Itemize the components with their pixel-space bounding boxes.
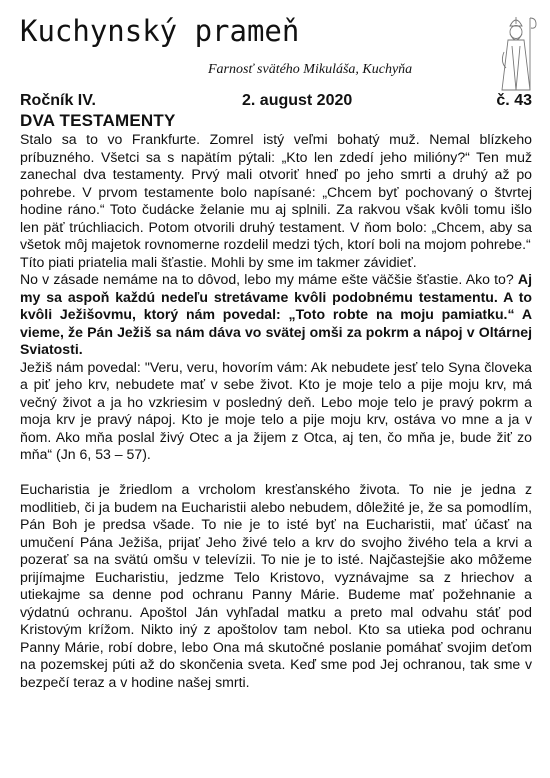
paragraph-testament [20, 271, 532, 359]
paragraph-story: Stalo sa to vo Frankfurte. Zomrel istý veľmi bohatý muž. Nemal blízkeho príbuzného. Všetci sa s napätím pýtali: „Kto len zdedí jeho milióny?“ Ten muž zanechal dva testamenty. Prvý mali otvoriť hneď po jeho smrti a druhý až po pohrebe. V prvom testamente bolo napísané: „Chcem byť pochovaný o štvrtej hodine ráno.“ Toto čudácke želanie mu aj splnili. Za rakvou však kvôli tomu išlo len päť trúchliacich. Potom otvorili druhý testament. V ňom bolo: „Chcem, aby sa všetok môj majetok rovnomerne rozdelil medzi tých, ktorí boli na mojom pohrebe.“ [20, 131, 532, 252]
article-heading: DVA TESTAMENTY [20, 111, 176, 130]
volume-label: Ročník IV. [20, 92, 96, 109]
paragraph-gap [20, 464, 532, 482]
article-body [20, 131, 532, 691]
issue-info-bar [20, 92, 532, 112]
newsletter-title: Kuchynský prameň [20, 14, 300, 48]
issue-date: 2. august 2020 [242, 92, 353, 109]
paragraph-testament-intro: No v zásade nemáme na to dôvod, lebo my máme ešte väčšie šťastie. Ako to? [20, 271, 518, 287]
masthead [20, 14, 520, 84]
paragraph-eucharist: Eucharistia je žriedlom a vrcholom kresťanského života. To nie je jedna z modlitieb, či ja budem na Eucharistii alebo nebudem, dôležité je, že sa pomodlím, Pán Boh je predsa všade. To nie je to isté byť na Eucharistii, mať účasť na umučení Pána Ježiša, prijať Jeho živé telo a krv do svojho živého tela a krvi a pozerať sa na svätú omšu v televízii. To nie je to isté. Najčastejšie ako môžeme prijímajme Eucharistiu, jedzme Telo Kristovo, vyznávajme sa z hriechov a utiekajme sa denne pod ochranu Panny Márie. Budeme mať požehnanie a výdatnú ochranu. Apoštol Ján vyhľadal matku a preto mal odvahu stáť pod Kristovým krížom. Nikto iný z apoštolov tam nebol. Kto sa utieka pod ochranu Panny Márie, robí dobre, lebo Ona má skutočné poslanie pomáhať svojim deťom na pozemskej púti až do skončenia sveta. Keď sme pod Jej ochranou, tak sme v bezpečí teraz a v hodine našej smrti. [20, 481, 532, 690]
paragraph-testament-bold: Aj my sa aspoň každú nedeľu stretávame kvôli podobnému testamentu. A to kvôli Ježišovmu, ktorý nám povedal: „Toto robte na moju pamiatku.“ A vieme, že Pán Ježiš sa nám dáva vo svätej omši za pokrm a nápoj v Oltárnej Sviatosti. [20, 271, 532, 357]
issue-number: č. 43 [496, 92, 532, 109]
paragraph-friends: Títo piati priatelia mali šťastie. Mohli by sme im takmer závidieť. [20, 253, 417, 270]
parish-subtitle: Farnosť svätého Mikuláša, Kuchyňa [208, 62, 413, 77]
saint-nicholas-drawing-icon [490, 12, 542, 94]
paragraph-gospel-quote: Ježiš nám povedal: "Veru, veru, hovorím vám: Ak nebudete jesť telo Syna človeka a piť jeho krv, nebudete mať v sebe život. Kto je moje telo a pije moju krv, má večný život a ja ho vzkriesim v posledný deň. Lebo moje telo je pravý pokrm a moja krv je pravý nápoj. Kto je moje telo a pije moju krv, ostáva vo mne a ja v ňom. Ako mňa poslal živý Otec a ja žijem z Otca, aj ten, čo mňa je, bude žiť zo mňa“ (Jn 6, 53 – 57). [20, 358, 532, 462]
